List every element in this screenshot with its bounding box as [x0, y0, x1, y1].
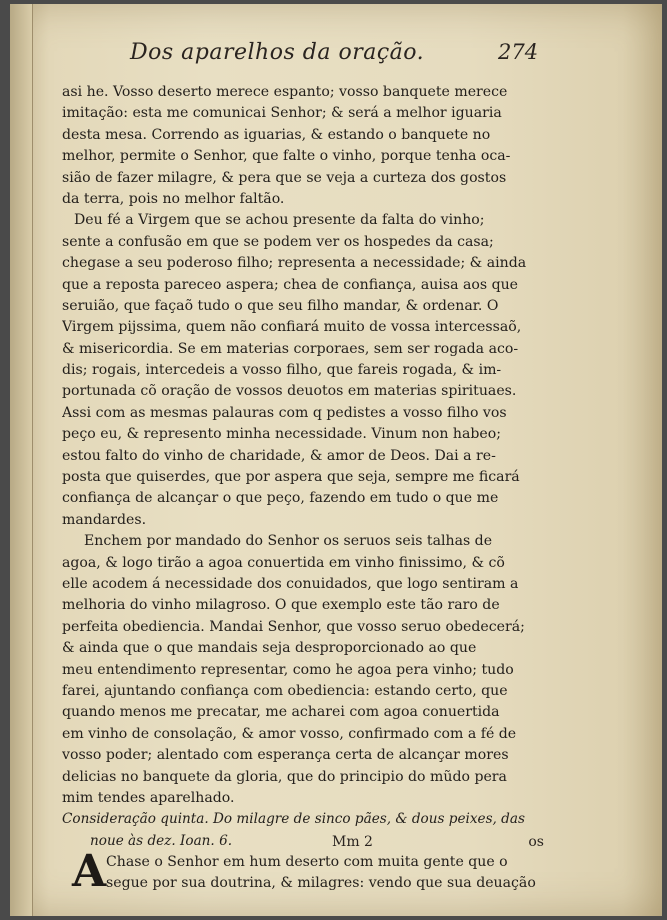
text-line: quando menos me precatar, me acharei com agoa conuertida — [62, 704, 500, 721]
page-number: 274 — [498, 40, 539, 64]
text-line: elle acodem á necessidade dos conuidados, que logo sentiram a — [62, 575, 519, 592]
text-line: peço eu, & represento minha necessidade. Vinum non habeo; — [62, 426, 501, 443]
text-line: seruião, que façaõ tudo o que seu filho mandar, & ordenar. O — [62, 297, 499, 314]
text-line: & misericordia. Se em materias corporaes, sem ser rogada aco- — [62, 340, 519, 357]
text-line: mandardes. — [62, 511, 147, 528]
text-line: perfeita obediencia. Mandai Senhor, que vosso seruo obedecerá; — [62, 618, 525, 635]
text-line: asi he. Vosso deserto merece espanto; vosso banquete merece — [62, 84, 508, 100]
text-line: imitação: esta me comunicai Senhor; & será a melhor iguaria — [62, 105, 502, 122]
text-line: Virgem pijssima, quem não confiará muito de vossa intercessaõ, — [62, 319, 522, 336]
text-line: vosso poder; alentado com esperança certa de alcançar mores — [62, 747, 509, 764]
page-footer — [62, 834, 544, 856]
body-text — [62, 82, 544, 898]
catchword: os — [528, 834, 544, 850]
text-line: delicias no banquete da gloria, que do principio do mũdo pera — [62, 768, 507, 785]
running-title: Dos aparelhos da oração. — [130, 40, 425, 65]
text-line: portunada cõ oração de vossos deuotos em materias spirituaes. — [62, 383, 517, 400]
text-line: posta que quiserdes, que por aspera que seja, sempre me ficará — [62, 469, 520, 486]
text-line: em vinho de consolação, & amor vosso, confirmado com a fé de — [62, 725, 517, 742]
text-line: dis; rogais, intercedeis a vosso filho, que fareis rogada, & im- — [62, 362, 502, 379]
text-line: mim tendes aparelhado. — [62, 789, 235, 806]
text-line: farei, ajuntando confiança com obediencia: estando certo, que — [62, 682, 508, 699]
text-line: desta mesa. Correndo as iguarias, & estando o banquete no — [62, 126, 491, 143]
text-line: Deu fé a Virgem que se achou presente da falta do vinho; — [74, 212, 485, 229]
text-line: sente a confusão em que se podem ver os hospedes da casa; — [62, 233, 494, 250]
text-line: meu entendimento representar, como he agoa pera vinho; tudo — [62, 661, 514, 678]
dropcap-paragraph — [62, 846, 544, 898]
text-line: & ainda que o que mandais seja desproporcionado ao que — [62, 640, 477, 657]
text-line: chegase a seu poderoso filho; representa a necessidade; & ainda — [62, 255, 527, 272]
text-line: agoa, & logo tirão a agoa conuertida em vinho finissimo, & cõ — [62, 554, 505, 571]
text-line: Chase o Senhor em hum deserto com muita gente que o — [106, 854, 508, 871]
page-gutter — [10, 4, 33, 916]
book-page — [10, 4, 662, 916]
section-heading-continuation: noue às dez. Ioan. 6. — [90, 832, 233, 849]
dropcap-letter: A — [72, 846, 107, 898]
text-line: Enchem por mandado do Senhor os seruos seis talhas de — [84, 533, 493, 550]
text-line: estou falto do vinho de charidade, & amor de Deos. Dai a re- — [62, 447, 496, 464]
text-line: Assi com as mesmas palauras com q pedistes a vosso filho vos — [62, 404, 507, 421]
text-line: sião de fazer milagre, & pera que se veja a curteza dos gostos — [62, 169, 507, 186]
text-line: que a reposta pareceo aspera; chea de confiança, auisa aos que — [62, 276, 519, 293]
signature-mark: Mm 2 — [332, 834, 373, 850]
text-line: confiança de alcançar o que peço, fazendo em tudo o que me — [62, 490, 499, 507]
text-line: segue por sua doutrina, & milagres: vendo que sua deuação — [106, 875, 536, 892]
text-line: melhoria do vinho milagroso. O que exemplo este tão raro de — [62, 597, 500, 614]
section-heading: Consideração quinta. Do milagre de sinco pães, & dous peixes, das — [62, 811, 525, 828]
text-line: da terra, pois no melhor faltão. — [62, 190, 285, 207]
text-line: melhor, permite o Senhor, que falte o vinho, porque tenha oca- — [62, 148, 511, 165]
page-header — [130, 40, 539, 70]
